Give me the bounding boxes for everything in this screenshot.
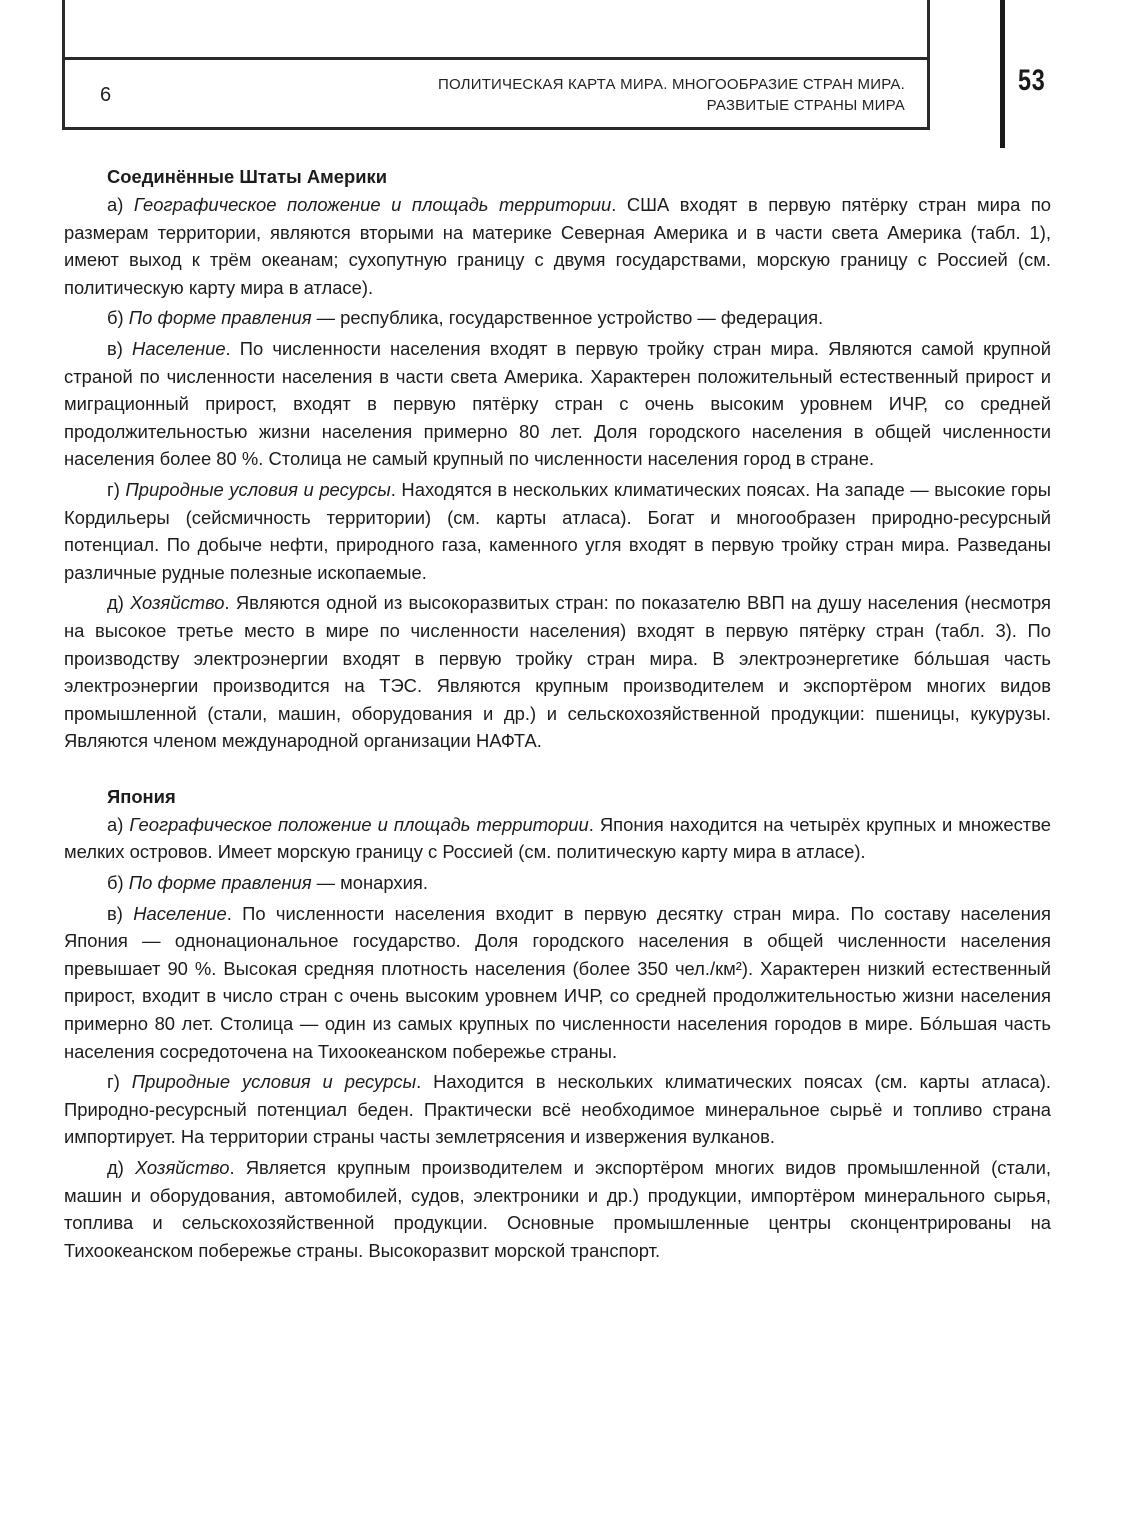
header-frame-right-border	[927, 0, 930, 130]
paragraph-text: . Япония находится на четырёх крупных и множестве мелких островов. Имеет морскую границу с Россией (см. политическую карту мира в атласе).	[64, 813, 1051, 863]
term: Географическое положение и площадь территории	[133, 194, 612, 215]
page-number: 53	[1018, 64, 1046, 97]
page-edge-bar	[1000, 0, 1005, 148]
item-letter: д)	[107, 592, 131, 614]
paragraph-economy	[64, 589, 1051, 755]
item-letter: в)	[107, 337, 133, 359]
term: Географическое положение и площадь территории	[129, 813, 589, 835]
item-letter: б)	[107, 872, 129, 894]
section-title: Япония	[107, 785, 176, 807]
header-frame-top-border	[62, 57, 930, 60]
header-frame-left-border	[62, 0, 65, 130]
term: Природные условия и ресурсы	[131, 1071, 417, 1093]
paragraph-text: . Находятся в нескольких климатических поясах. На западе — высокие горы Кордильеры (сейсмичность территории) (см. карты атласа). Богат и многообразен природно-ресурсный потенциал. По добыче нефти, природного газа, каменного угля входят в первую тройку стран мира. Разведаны различные рудные полезные ископаемые.	[64, 478, 1051, 583]
running-header-line-2: РАЗВИТЫЕ СТРАНЫ МИРА	[706, 97, 905, 114]
term: Население	[132, 337, 226, 359]
section-japan	[64, 783, 1051, 1265]
item-letter: б)	[107, 307, 129, 329]
paragraph-text: . Являются одной из высокоразвитых стран: по показателю ВВП на душу населения (несмотря на высокое третье место в мире по численности населения) входят в первую пятёрку стран (табл. 3). По производству электроэнергии входят в первую тройку стран мира. В электроэнергетике бóльшая часть электроэнергии производится на ТЭС. Являются крупным производителем и экспортёром многих видов промышленной (стали, машин, оборудования и др.) и сельскохозяйственной продукции: пшеницы, кукурузы. Являются членом международной организации НАФТА.	[64, 592, 1051, 752]
paragraph-government	[64, 304, 1051, 332]
term: По форме правления	[128, 872, 312, 894]
paragraph-nature	[64, 1068, 1051, 1151]
paragraph-population	[64, 900, 1051, 1066]
paragraph-economy	[64, 1154, 1051, 1264]
paragraph-population	[64, 335, 1051, 473]
running-header	[438, 74, 905, 116]
item-letter: г)	[107, 1071, 132, 1093]
running-header-line-1: ПОЛИТИЧЕСКАЯ КАРТА МИРА. МНОГООБРАЗИЕ СТРАН МИРА.	[437, 76, 905, 93]
page-body	[64, 163, 1051, 1264]
header-frame-bottom-border	[62, 127, 930, 130]
term: Хозяйство	[130, 592, 225, 614]
paragraph-text: — республика, государственное устройство — федерация.	[311, 307, 824, 329]
section-usa	[64, 163, 1051, 755]
term: Население	[133, 902, 227, 924]
paragraph-text: . США входят в первую пятёрку стран мира по размерам территории, являются вторыми на материке Северная Америка и в части света Америка (табл. 1), имеют выход к трём океанам; сухопутную границу с двумя государствами, морскую границу с Россией (см. политическую карту мира в атласе).	[64, 194, 1052, 298]
item-letter: д)	[107, 1157, 136, 1178]
paragraph-text: . Является крупным производителем и экспортёром многих видов промышленной (стали, машин и оборудования, автомобилей, судов, электроники и др.) продукции, импортёром минерального сырья, топлива и сельскохозяйственной продукции. Основные промышленные центры сконцентрированы на Тихоокеанском побережье страны. Высокоразвит морской транспорт.	[64, 1157, 1051, 1261]
paragraph-government	[64, 869, 1051, 897]
term: Природные условия и ресурсы	[125, 478, 391, 500]
paragraph-text: . Находится в нескольких климатических поясах (см. карты атласа). Природно-ресурсный потенциал беден. Практически всё необходимое минеральное сырьё и топливо страна импортирует. На территории страны часты землетрясения и извержения вулканов.	[64, 1071, 1051, 1148]
item-letter: а)	[107, 194, 134, 215]
item-letter: в)	[107, 902, 134, 924]
term: Хозяйство	[135, 1157, 230, 1178]
paragraph-text: . По численности населения входит в первую десятку стран мира. По составу населения Япония — однонациональное государство. Доля городского населения в общей численности населения превышает 90 %. Высокая средняя плотность населения (более 350 чел./км²). Характерен низкий естественный прирост, входит в число стран с очень высоким уровнем ИЧР, со средней продолжительностью жизни населения примерно 80 лет. Столица — один из самых крупных по численности населения городов в мире. Бóльшая часть населения сосредоточена на Тихоокеанском побережье страны.	[64, 902, 1051, 1062]
item-letter: а)	[107, 813, 130, 835]
term: По форме правления	[128, 307, 312, 329]
paragraph-nature	[64, 476, 1051, 586]
paragraph-geography	[64, 811, 1051, 866]
chapter-number: 6	[100, 84, 112, 106]
item-letter: г)	[107, 478, 126, 500]
section-title: Соединённые Штаты Америки	[107, 166, 388, 187]
section-spacer	[64, 755, 1051, 783]
paragraph-text: — монархия.	[311, 872, 428, 894]
paragraph-geography	[64, 191, 1051, 301]
paragraph-text: . По численности населения входят в первую тройку стран мира. Являются самой крупной страной по численности населения в части света Америка. Характерен положительный естественный прирост и миграционный прирост, входят в первую пятёрку стран с очень высоким уровнем ИЧР, со средней продолжительностью жизни населения примерно 80 лет. Доля городского населения в общей численности населения более 80 %. Столица не самый крупный по численности населения город в стране.	[64, 337, 1051, 470]
